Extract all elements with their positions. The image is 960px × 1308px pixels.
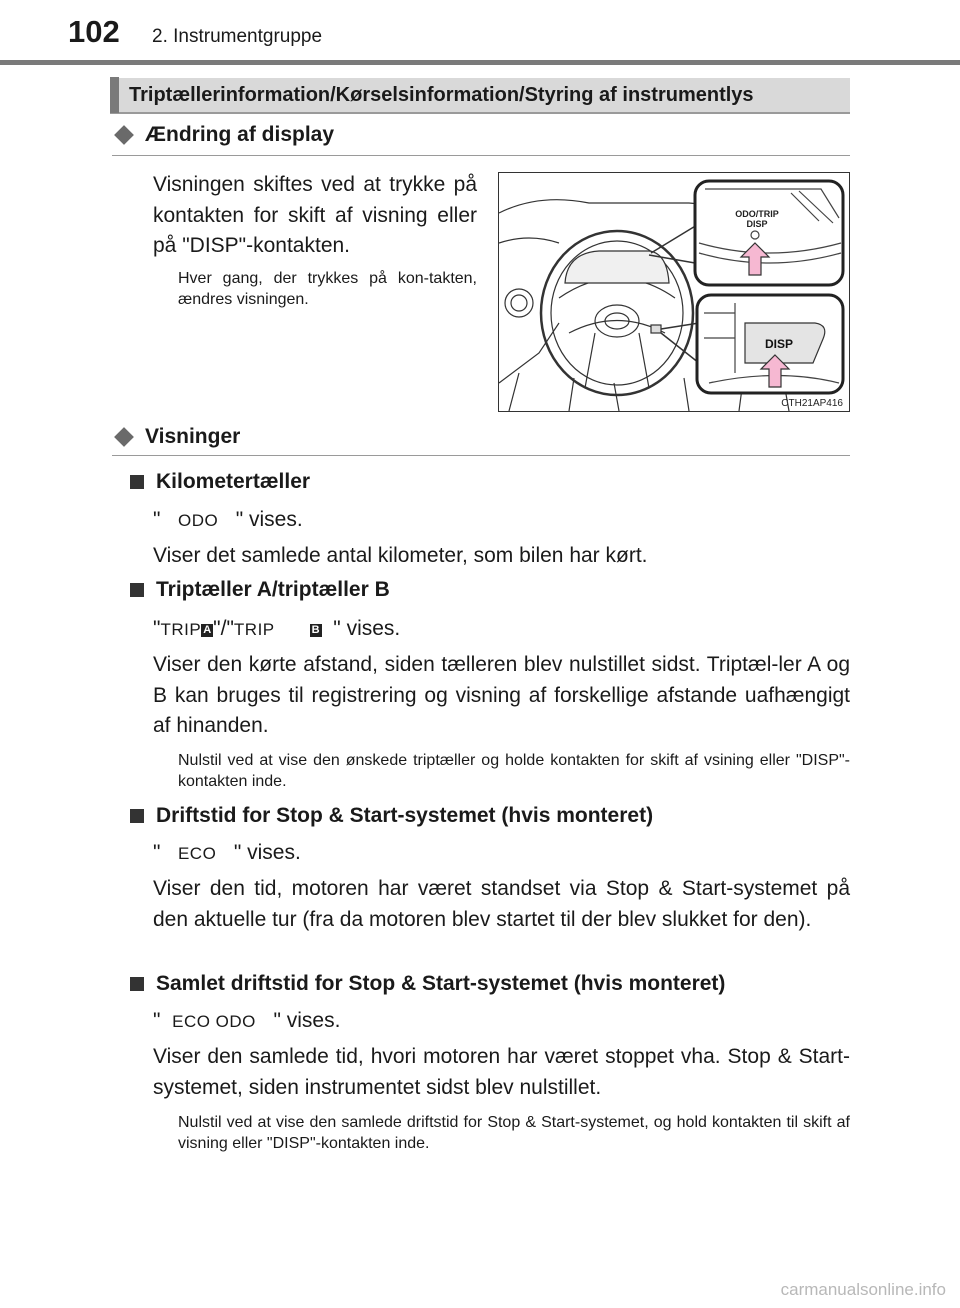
diamond-bullet-icon (114, 427, 134, 447)
eco-desc: Viser den tid, motoren har været standset via Stop & Start-systemet på den aktuelle tur (fra da motoren blev startet til der blev slukket for den). (153, 877, 850, 931)
item-heading-stop-start-time (130, 804, 653, 828)
eco-odo-note: Nulstil ved at vise den samlede driftstid for Stop & Start-systemet, og hold kontakten til skift af visning eller "DISP"-kontakten inde. (178, 1114, 850, 1152)
change-display-body: Visningen skiftes ved at trykke på kontakten for skift af visning eller på "DISP"-kontakten. (153, 173, 477, 257)
subheading-displays (112, 425, 240, 449)
odo-display-icon: ODO (177, 511, 219, 530)
subheading-rule (112, 455, 850, 456)
diamond-bullet-icon (114, 125, 134, 145)
trip-a-tag: A (203, 624, 212, 636)
item-title: Triptæller A/triptæller B (156, 578, 390, 601)
page-number: 102 (68, 14, 120, 49)
change-display-note: Hver gang, der trykkes på kon-takten, ændres visningen. (178, 270, 477, 308)
separator-text: "/" (213, 617, 234, 640)
square-bullet-icon (130, 977, 144, 991)
eco-odo-display-icon: ECO ODO (172, 1012, 256, 1031)
eco-shows-line: " ECO " vises. (153, 841, 301, 864)
trip-b-tag: B (311, 624, 320, 636)
subheading-change-display (112, 123, 334, 147)
square-bullet-icon (130, 583, 144, 597)
item-title: Kilometertæller (156, 470, 311, 493)
subheading-text: Visninger (145, 425, 241, 448)
steering-wheel-illustration (498, 172, 850, 412)
item-title: Samlet driftstid for Stop & Start-systemet (hvis monteret) (156, 972, 726, 995)
item-heading-stop-start-total (130, 972, 725, 996)
watermark: carmanualsonline.info (780, 1280, 946, 1299)
subheading-rule (112, 155, 850, 156)
item-heading-odometer (130, 470, 310, 494)
figure-code: CTH21AP416 (781, 398, 843, 409)
section-marker (110, 77, 119, 113)
shows-text: " vises. (233, 841, 301, 864)
eco-odo-desc: Viser den samlede tid, hvori motoren har været stoppet vha. Stop & Start-systemet, siden instrumentet sidst blev nulstillet. (153, 1045, 850, 1099)
trip-desc: Viser den kørte afstand, siden tælleren blev nulstillet sidst. Triptæl-ler A og B kan bruges til registrering og visning af forskellige afstande uafhængigt af hinanden. (153, 653, 850, 737)
trip-a-display-icon: TRIP (160, 620, 202, 639)
item-heading-trip (130, 578, 390, 602)
odometer-desc: Viser det samlede antal kilometer, som bilen har kørt. (153, 544, 648, 567)
trip-b-display-icon: TRIP (233, 620, 275, 639)
figure-label-disp: DISP (764, 337, 794, 351)
square-bullet-icon (130, 809, 144, 823)
steering-wheel-drawing (499, 173, 849, 411)
figure-label-odo-trip: ODO/TRIP (735, 209, 779, 219)
square-bullet-icon (130, 475, 144, 489)
section-title: Triptællerinformation/Kørselsinformation/Styring af instrumentlys (129, 83, 754, 106)
eco-display-icon: ECO (177, 844, 217, 863)
shows-text: " vises. (273, 1009, 341, 1032)
eco-odo-shows-line: " ECO ODO " vises. (153, 1009, 341, 1032)
section-title-bar (110, 78, 850, 114)
chapter-title: 2. Instrumentgruppe (152, 26, 323, 47)
shows-text: " vises. (235, 508, 303, 531)
odometer-shows-line: " ODO " vises. (153, 508, 303, 531)
subheading-text: Ændring af display (145, 123, 335, 146)
item-title: Driftstid for Stop & Start-systemet (hvis monteret) (156, 804, 654, 827)
figure-label-disp-top: DISP (746, 219, 768, 229)
trip-shows-line: "TRIP A"/"TRIP B " vises. (153, 617, 401, 640)
header-rule (0, 60, 960, 65)
trip-note: Nulstil ved at vise den ønskede triptæller og holde kontakten for skift af vsining eller "DISP"-kontakten inde. (178, 752, 850, 790)
shows-text: " vises. (333, 617, 401, 640)
